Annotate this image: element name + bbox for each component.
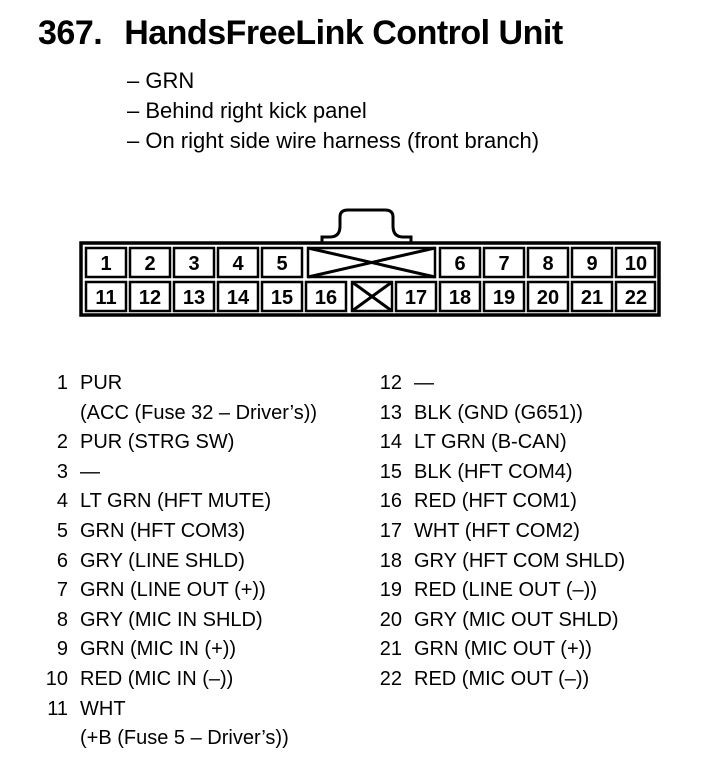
pin-description: GRN (MIC OUT (+))	[414, 638, 592, 661]
pin-entry-8	[40, 606, 317, 636]
pin-description: RED (MIC OUT (–))	[414, 667, 590, 690]
pin-number: 8	[56, 608, 68, 631]
pin-description: RED (LINE OUT (–))	[414, 579, 597, 602]
pin-number: 15	[379, 460, 402, 483]
cavity-label-9: 9	[586, 253, 598, 275]
pin-entry-18	[374, 547, 625, 577]
cavity-label-3: 3	[188, 253, 200, 275]
pin-number: 17	[379, 519, 402, 542]
pin-description: —	[414, 372, 434, 394]
pin-description: GRN (HFT COM3)	[80, 519, 246, 542]
cavity-label-4: 4	[232, 253, 244, 275]
cavity-label-2: 2	[144, 253, 156, 275]
cavity-label-8: 8	[542, 253, 554, 275]
pin-number: 10	[45, 667, 68, 690]
cavity-label-12: 12	[138, 287, 162, 309]
pin-description: RED (MIC IN (–))	[80, 667, 234, 690]
pin-list-left	[40, 369, 317, 754]
cavity-label-20: 20	[536, 287, 560, 309]
pin-entry-4	[40, 487, 317, 517]
pin-description: BLK (HFT COM4)	[414, 460, 573, 483]
cavity-label-10: 10	[624, 253, 648, 275]
pin-number: 20	[379, 608, 402, 631]
detail-harness: – On right side wire harness (front branch)	[127, 128, 540, 153]
pin-number: 4	[56, 490, 68, 513]
pin-description: PUR	[80, 372, 123, 394]
connector-diagram	[0, 0, 704, 340]
pin-number: 22	[379, 667, 402, 690]
pin-number: 7	[56, 579, 68, 602]
pin-number: 6	[56, 549, 68, 572]
pin-number: 3	[56, 460, 68, 483]
pin-entry-16	[374, 487, 625, 517]
pin-entry-22	[374, 665, 625, 695]
cavity-label-17: 17	[404, 287, 428, 309]
pin-entry-5	[40, 517, 317, 547]
component-name: HandsFreeLink Control Unit	[124, 14, 563, 52]
pin-description: GRY (MIC IN SHLD)	[80, 608, 263, 631]
pin-description: GRN (MIC IN (+))	[80, 638, 237, 661]
pin-number: 1	[56, 372, 68, 394]
pin-list-right	[374, 369, 625, 695]
cavity-label-14: 14	[226, 287, 250, 309]
pin-entry-2	[40, 428, 317, 458]
pin-description: PUR (STRG SW)	[80, 431, 235, 454]
detail-location: – Behind right kick panel	[127, 98, 367, 123]
pin-entry-9	[40, 635, 317, 665]
pin-entry-3	[40, 458, 317, 488]
pin-description: LT GRN (B-CAN)	[414, 431, 567, 454]
pin-description: WHT	[80, 697, 126, 720]
cavity-label-13: 13	[182, 287, 206, 309]
cavity-label-6: 6	[454, 253, 466, 275]
cavity-label-11: 11	[95, 287, 117, 309]
pin-entry-15	[374, 458, 625, 488]
pin-entry-14	[374, 428, 625, 458]
cavity-label-16: 16	[314, 287, 338, 309]
cavity-label-1: 1	[100, 253, 112, 275]
pin-description: GRY (LINE SHLD)	[80, 549, 245, 572]
pin-number: 2	[56, 431, 68, 454]
cavity-label-15: 15	[270, 287, 294, 309]
pin-entry-20	[374, 606, 625, 636]
pin-number: 18	[379, 549, 402, 572]
pin-description: GRY (HFT COM SHLD)	[414, 549, 626, 572]
pin-description: GRY (MIC OUT SHLD)	[414, 608, 619, 631]
component-number: 367.	[38, 14, 103, 52]
pin-description: BLK (GND (G651))	[414, 401, 583, 424]
cavity-label-19: 19	[492, 287, 516, 309]
cavity-label-22: 22	[624, 287, 648, 309]
pin-number: 21	[379, 638, 402, 661]
pin-description: GRN (LINE OUT (+))	[80, 579, 266, 602]
pin-number: 19	[379, 579, 402, 602]
pin-number: 16	[379, 490, 402, 513]
pin-number: 12	[379, 372, 402, 394]
cavity-label-18: 18	[448, 287, 472, 309]
pin-entry-12	[374, 369, 625, 399]
pin-number: 14	[379, 431, 402, 454]
pin-description: —	[80, 460, 100, 483]
pin-number: 11	[47, 697, 68, 720]
pin-description-continued: (+B (Fuse 5 – Driver’s))	[80, 727, 289, 750]
pin-description-continued: (ACC (Fuse 32 – Driver’s))	[80, 401, 318, 424]
pin-entry-19	[374, 576, 625, 606]
pin-description: LT GRN (HFT MUTE)	[80, 490, 272, 513]
pin-entry-6	[40, 547, 317, 577]
pin-number: 5	[56, 519, 68, 542]
pin-entry-7	[40, 576, 317, 606]
pin-number: 13	[379, 401, 402, 424]
pin-number: 9	[56, 638, 68, 661]
pin-description: WHT (HFT COM2)	[414, 519, 580, 542]
pin-entry-17	[374, 517, 625, 547]
pin-entry-11	[40, 695, 317, 754]
detail-color: – GRN	[127, 68, 195, 93]
cavity-label-21: 21	[580, 287, 604, 309]
connector-lock-tab	[322, 210, 411, 243]
pin-entry-21	[374, 635, 625, 665]
cavity-label-7: 7	[498, 253, 510, 275]
cavity-label-5: 5	[276, 253, 288, 275]
pin-description: RED (HFT COM1)	[414, 490, 577, 513]
pin-entry-10	[40, 665, 317, 695]
pin-entry-1	[40, 369, 317, 428]
pin-entry-13	[374, 399, 625, 429]
